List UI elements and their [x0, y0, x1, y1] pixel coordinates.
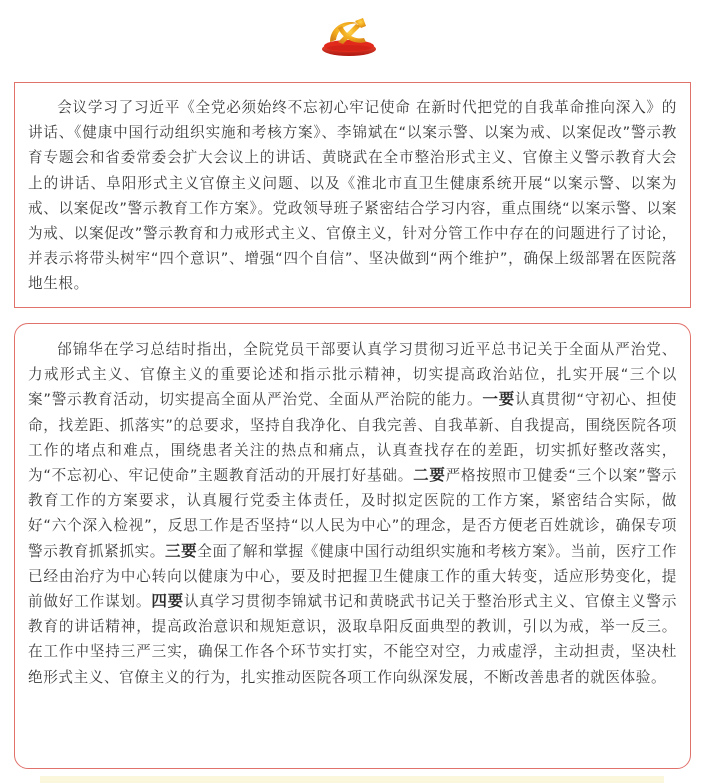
meeting-study-paragraph: 会议学习了习近平《全党必须始终不忘初心牢记使命 在新时代把党的自我革命推向深入》的讲话、《健康中国行动组织实施和考核方案》、李锦斌在“以案示警、以案为戒、以案促改”警示教育专题会和省委常委会扩大会议上的讲话、黄晓武在全市整治形式主义、官僚主义警示教育大会上的讲话、阜阳形式主义官僚主义问题、以及《淮北市直卫生健康系统开展“以案示警、以案为戒、以案促改”警示教育工作方案》。党政领导班子紧密结合学习内容，重点围绕“以案示警、以案为戒、以案促改”警示教育和力戒形式主义、官僚主义，针对分管工作中存在的问题进行了讨论，并表示将带头树牢“四个意识”、增强“四个自信”、坚决做到“两个维护”，确保上级部署在医院落地生根。 — [28, 99, 677, 293]
meeting-study-section — [14, 82, 691, 308]
next-section-edge — [40, 776, 664, 783]
point3-text: 全面了解和掌握《健康中国行动组织实施和考核方案》。当前，医疗工作已经由治疗为中心转向以健康为中心，要及时把握卫生健康工作的重大转变，适应形势变化，提前做好工作谋划。 — [28, 542, 678, 611]
point2-text: 严格按照市卫健委“三个以案”警示教育工作的方案要求，认真履行党委主体责任，及时拟定医院的工作方案，紧密结合实际，做好“六个深入检视”，反思工作是否坚持“以人民为中心”的理念，是否方便老百姓就诊，确保专项警示教育抓紧抓实。 — [28, 467, 677, 560]
summary-intro: 邰锦华在学习总结时指出，全院党员干部要认真学习贯彻习近平总书记关于全面从严治党、力戒形式主义、官僚主义的重要论述和指示批示精神，切实提高政治站位，扎实开展“三个以案”警示教育活动，切实提高全面从严治党、全面从严治院的能力。 — [28, 341, 677, 409]
point1-label: 一要 — [482, 390, 515, 409]
communist-party-emblem-icon — [316, 12, 382, 60]
point1-text: 认真贯彻“守初心、担使命，找差距、抓落实”的总要求，坚持自我净化、自我完善、自我革新、自我提高，围绕医院各项工作的堵点和难点，围绕患者关注的热点和痛点，认真查找存在的差距，切实抓好整改落实，为“不忘初心、牢记使命”主题教育活动的开展打好基础。 — [28, 391, 677, 485]
summary-paragraph — [28, 337, 677, 690]
point4-text: 认真学习贯彻李锦斌书记和黄晓武书记关于整治形式主义、官僚主义警示教育的讲话精神，提高政治意识和规矩意识，汲取阜阳反面典型的教训，引以为戒，举一反三。在工作中坚持三严三实，确保工作各个环节实打实，不能空对空，力戒虚浮，主动担责，坚决杜绝形式主义、官僚主义的行为，扎实推动医院各项工作向纵深发展，不断改善患者的就医体验。 — [28, 593, 678, 686]
point3-label: 三要 — [165, 541, 198, 560]
point4-label: 四要 — [151, 592, 184, 611]
header — [0, 0, 704, 70]
summary-section — [14, 323, 691, 769]
point2-label: 二要 — [413, 466, 446, 485]
